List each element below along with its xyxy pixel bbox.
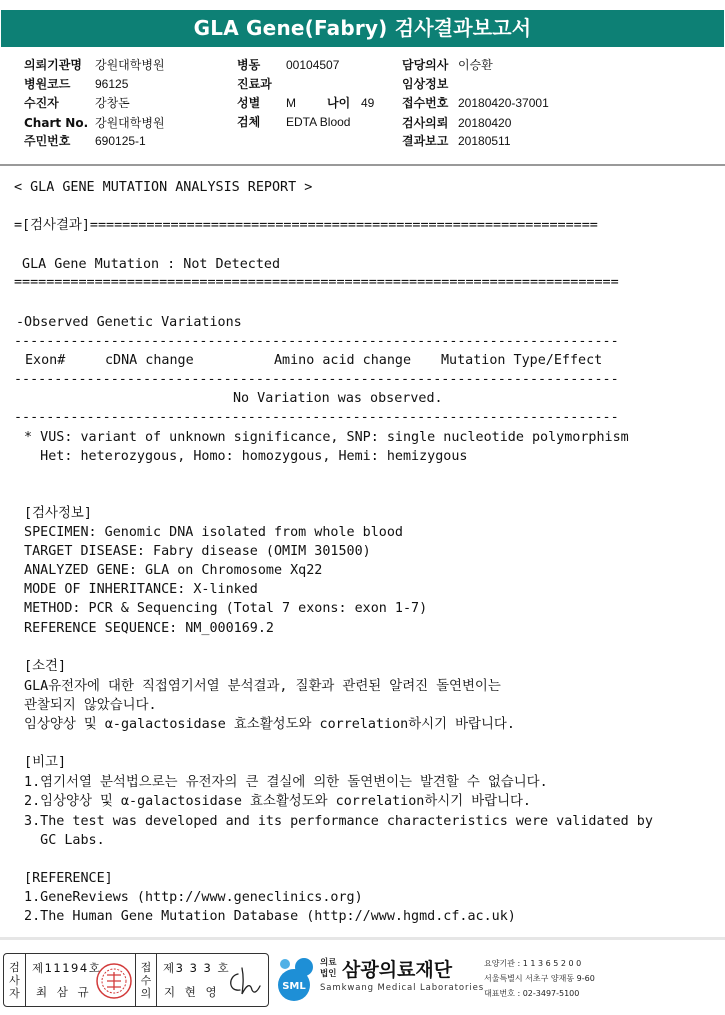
value-sex: M (286, 96, 296, 110)
value-hospital-code: 96125 (95, 77, 129, 91)
specimen-info-title: [검사정보] (16, 506, 92, 521)
label-receipt-no: 접수번호 (402, 96, 449, 110)
tester-label: 검사자 (4, 954, 26, 1006)
registration-no: 요양기관 : 1 1 3 6 5 2 0 0 (484, 959, 582, 968)
observed-variations-title: -Observed Genetic Variations (16, 315, 242, 330)
footer (0, 937, 725, 1015)
col-mutation-effect: Mutation Type/Effect (441, 353, 603, 368)
value-ward: 00104507 (286, 58, 340, 72)
findings-title: [소견] (16, 659, 67, 674)
reference-title: [REFERENCE] (16, 871, 113, 886)
reference-line: 2.The Human Gene Mutation Database (http://www.hgmd.cf.ac.uk) (16, 909, 516, 924)
tester-name: 최 삼 규 (36, 985, 92, 999)
note-line: * VUS: variant of unknown significance, SNP: single nucleotide polymorphism (16, 430, 629, 445)
dash-rule: --------------------------------------------------------------------------- (14, 410, 619, 425)
sml-logo-text: SML (282, 981, 306, 992)
value-requesting-institution: 강원대학병원 (95, 58, 165, 72)
specimen-info-line: MODE OF INHERITANCE: X-linked (16, 582, 258, 597)
value-resident-no: 690125-1 (95, 134, 146, 148)
specimen-info-line: ANALYZED GENE: GLA on Chromosome Xq22 (16, 563, 323, 578)
value-test-request: 20180420 (458, 116, 512, 130)
dash-rule: --------------------------------------------------------------------------- (14, 334, 619, 349)
patient-info-header (0, 50, 725, 166)
value-receipt-no: 20180420-37001 (458, 96, 549, 110)
label-sex: 성별 (237, 96, 261, 110)
label-requesting-institution: 의뢰기관명 (24, 58, 82, 72)
seal-stamp-icon (95, 962, 133, 1000)
remarks-line: 2.임상양상 및 α-galactosidase 효소활성도와 correlation하시기 바랍니다. (16, 794, 531, 809)
org-name: 삼광의료재단 (342, 959, 453, 981)
findings-line: 임상양상 및 α-galactosidase 효소활성도와 correlation하시기 바랍니다. (16, 717, 515, 732)
col-amino-acid: Amino acid change (274, 353, 412, 368)
findings-line: GLA유전자에 대한 직접염기서열 분석결과, 질환과 관련된 알려진 돌연변이는 (16, 679, 501, 694)
label-resident-no: 주민번호 (24, 134, 71, 148)
remarks-line: 1.염기서열 분석법으로는 유전자의 큰 결실에 의한 돌연변이는 발견할 수 없습니다. (16, 775, 548, 790)
value-chart-no: 강원대학병원 (95, 116, 165, 130)
mutation-result: GLA Gene Mutation : Not Detected (14, 257, 281, 272)
org-address: 서울특별시 서초구 양재동 9-60 (484, 974, 595, 983)
remarks-line: 3.The test was developed and its performance characteristics were validated by (16, 814, 653, 829)
label-result-report: 결과보고 (402, 134, 449, 148)
value-physician: 이승환 (458, 58, 493, 72)
label-age: 나이 (327, 96, 351, 110)
value-result-report: 20180511 (458, 134, 511, 148)
label-specimen: 검체 (237, 115, 261, 129)
label-test-request: 검사의뢰 (402, 116, 449, 130)
approver-license-no: 제3 3 3 호 (163, 961, 231, 975)
remarks-title: [비고] (16, 755, 67, 770)
label-department: 진료과 (237, 77, 272, 91)
reference-line: 1.GeneReviews (http://www.geneclinics.org) (16, 890, 363, 905)
tester-license-no: 제11194호 (32, 961, 102, 975)
sml-logo-icon (272, 953, 318, 1007)
dash-rule: --------------------------------------------------------------------------- (14, 372, 619, 387)
specimen-info-line: METHOD: PCR & Sequencing (Total 7 exons: exon 1-7) (16, 601, 428, 616)
label-ward: 병동 (237, 58, 261, 72)
org-prefix: 의료법인 (320, 958, 337, 979)
approver-label: 접수의 (135, 954, 157, 1006)
value-patient: 강창돈 (95, 96, 130, 110)
specimen-info-line: REFERENCE SEQUENCE: NM_000169.2 (16, 621, 274, 636)
signature-box (3, 953, 269, 1007)
label-clinical-info: 임상정보 (402, 77, 449, 91)
remarks-line: GC Labs. (16, 833, 105, 848)
report-heading: < GLA GENE MUTATION ANALYSIS REPORT > (14, 180, 313, 195)
result-section-rule: =[검사결과]=============================================================== (14, 218, 598, 233)
specimen-info-line: TARGET DISEASE: Fabry disease (OMIM 301500) (16, 544, 371, 559)
label-hospital-code: 병원코드 (24, 77, 71, 91)
value-age: 49 (361, 96, 375, 110)
findings-line: 관찰되지 않았습니다. (16, 698, 157, 713)
value-specimen: EDTA Blood (286, 115, 351, 129)
label-physician: 담당의사 (402, 58, 449, 72)
report-title: GLA Gene(Fabry) 검사결과보고서 (1, 10, 724, 47)
org-english-name: Samkwang Medical Laboratories (320, 983, 485, 993)
signature-icon (224, 960, 264, 1000)
label-chart-no: Chart No. (24, 116, 89, 130)
label-patient: 수진자 (24, 96, 59, 110)
col-cdna: cDNA change (105, 353, 194, 368)
double-rule: =========================================================================== (14, 275, 619, 290)
approver-name: 지 현 영 (164, 985, 220, 999)
report-body (0, 168, 725, 934)
col-exon: Exon# (25, 353, 66, 368)
no-variation-text: No Variation was observed. (233, 391, 443, 406)
org-phone: 대표번호 : 02-3497-5100 (484, 989, 580, 998)
note-line: Het: heterozygous, Homo: homozygous, Hemi: hemizygous (16, 449, 468, 464)
specimen-info-line: SPECIMEN: Genomic DNA isolated from whole blood (16, 525, 403, 540)
